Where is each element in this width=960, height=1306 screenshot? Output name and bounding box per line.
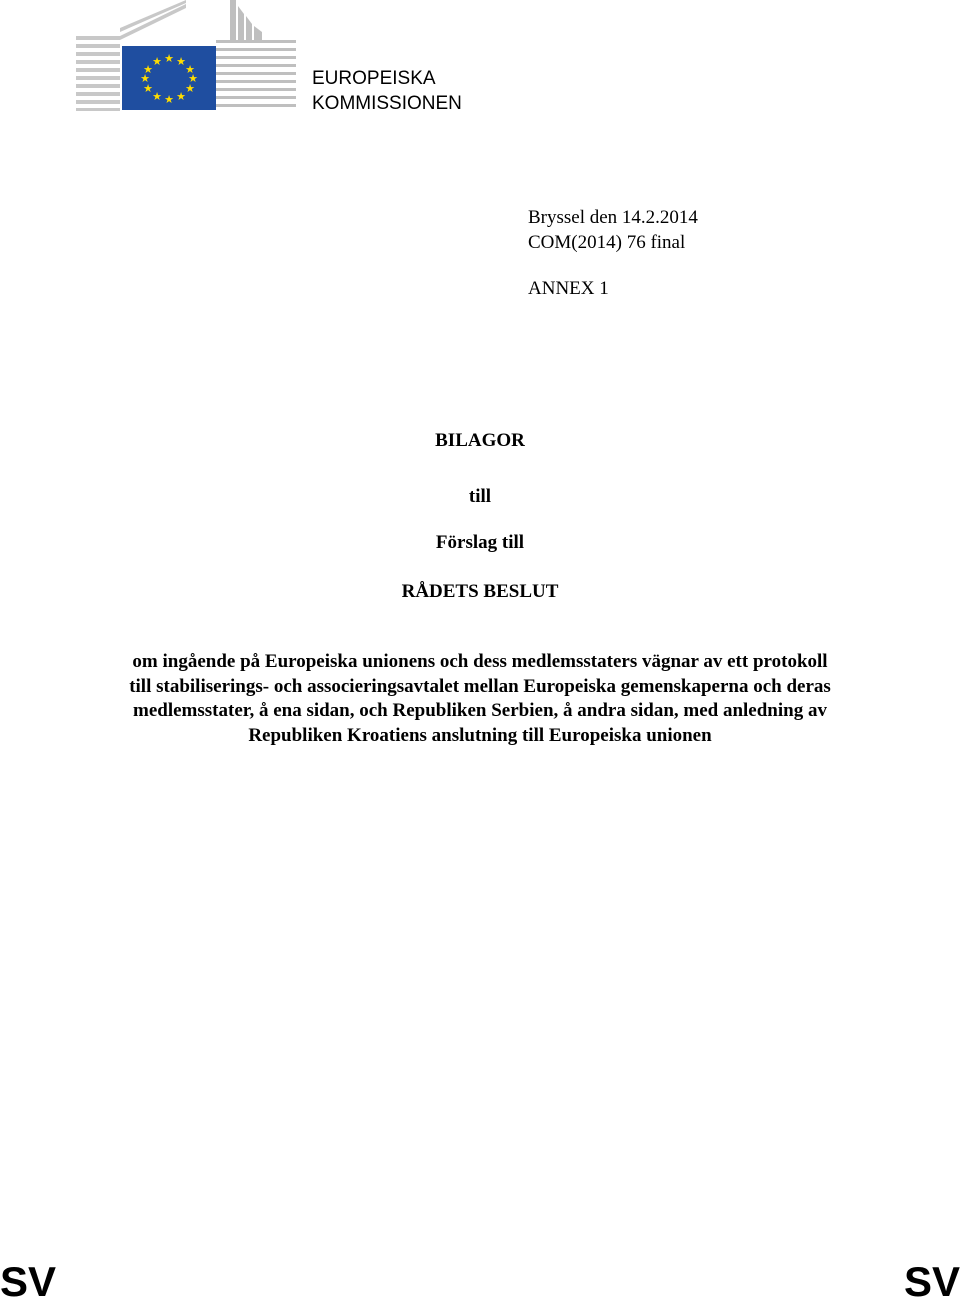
org-name-line2: KOMMISSIONEN	[312, 93, 462, 114]
title-till: till	[468, 486, 492, 507]
svg-text:★: ★	[188, 72, 198, 85]
svg-text:★: ★	[176, 55, 186, 68]
svg-text:★: ★	[152, 90, 162, 103]
european-commission-logo	[76, 0, 298, 112]
subject-line3: medlemsstater, å ena sidan, och Republiken Serbien, å andra sidan, med anledning av	[133, 700, 827, 721]
language-code-left: SV	[0, 1258, 57, 1305]
svg-text:★: ★	[185, 63, 195, 76]
document-meta	[528, 205, 698, 255]
svg-text:★: ★	[152, 55, 162, 68]
title-bilagor: BILAGOR	[435, 430, 525, 451]
svg-text:★: ★	[176, 90, 186, 103]
svg-text:★: ★	[164, 93, 174, 106]
svg-text:★: ★	[143, 63, 153, 76]
svg-text:★: ★	[143, 82, 153, 95]
title-forslag: Förslag till	[435, 532, 525, 553]
language-code-right: SV	[903, 1258, 960, 1305]
subject-line4: Republiken Kroatiens anslutning till Europeiska unionen	[248, 724, 712, 746]
annex-label: ANNEX 1	[528, 278, 609, 299]
svg-text:★: ★	[140, 72, 150, 85]
document-reference: COM(2014) 76 final	[528, 232, 686, 253]
building-stripes-right	[216, 0, 296, 107]
title-beslut: RÅDETS BESLUT	[401, 581, 559, 602]
svg-text:★: ★	[164, 52, 174, 65]
organization-name	[312, 66, 462, 116]
decision-subject	[80, 650, 880, 748]
building-stripes-top	[120, 0, 186, 40]
svg-text:★: ★	[185, 82, 195, 95]
place-date: Bryssel den 14.2.2014	[528, 207, 698, 228]
subject-line2: till stabiliserings- och associeringsavtalet mellan Europeiska gemenskaperna och deras	[129, 675, 831, 697]
subject-line1: om ingående på Europeiska unionens och dess medlemsstaters vägnar av ett protokoll	[132, 651, 828, 672]
org-name-line1: EUROPEISKA	[312, 68, 436, 89]
building-stripes-left	[76, 36, 120, 111]
